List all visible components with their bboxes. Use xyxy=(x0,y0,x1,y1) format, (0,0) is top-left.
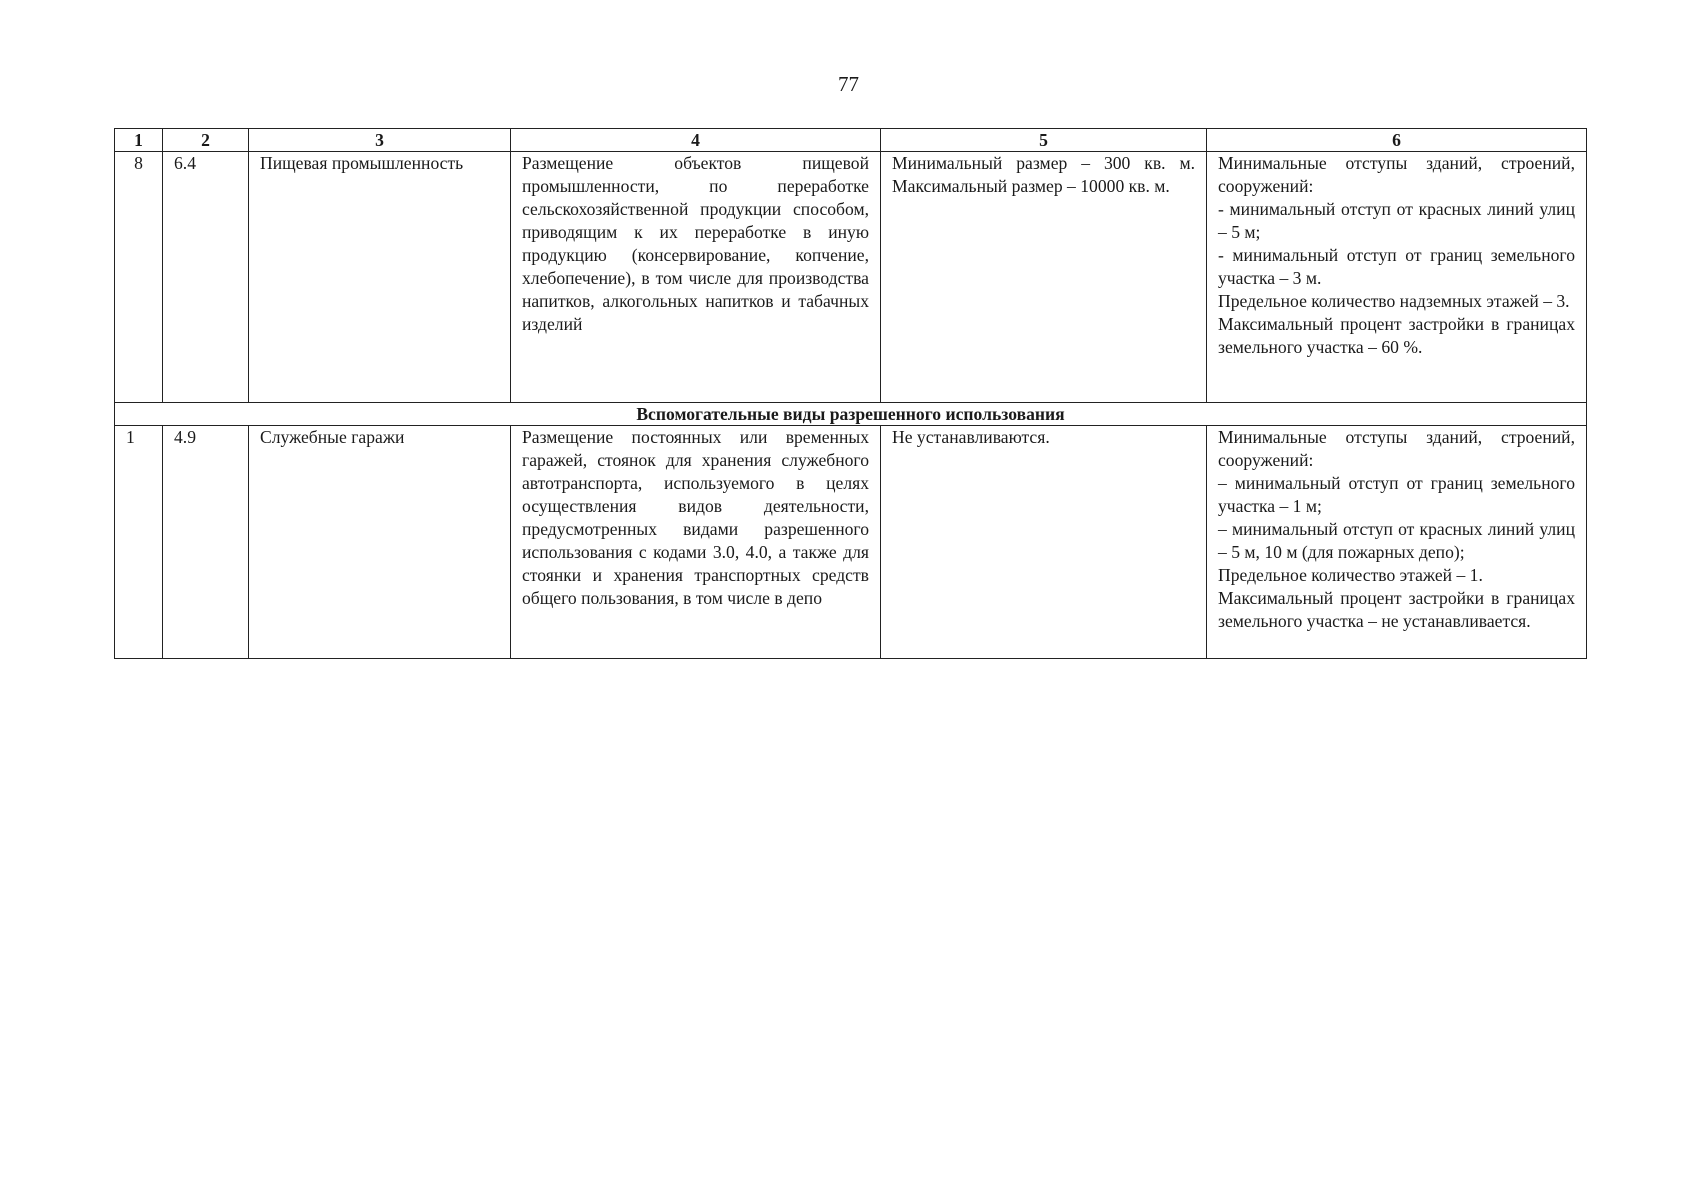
row-params xyxy=(1207,152,1587,403)
param-line: – минимальный отступ от границ земельного участка – 1 м; xyxy=(1218,473,1575,516)
header-row xyxy=(115,129,1587,152)
param-line: Предельное количество надземных этажей – 3. xyxy=(1218,291,1570,311)
section-header-row xyxy=(115,403,1587,426)
param-line: - минимальный отступ от красных линий улиц – 5 м; xyxy=(1218,199,1575,242)
row-size: Не устанавливаются. xyxy=(881,426,1207,659)
header-col-1: 1 xyxy=(115,129,163,152)
header-col-2: 2 xyxy=(163,129,249,152)
param-line: Предельное количество этажей – 1. xyxy=(1218,565,1483,585)
row-number: 8 xyxy=(115,152,163,403)
row-code: 4.9 xyxy=(163,426,249,659)
row-params xyxy=(1207,426,1587,659)
header-col-4: 4 xyxy=(511,129,881,152)
row-size: Минимальный размер – 300 кв. м. Максимальный размер – 10000 кв. м. xyxy=(881,152,1207,403)
param-line: Минимальные отступы зданий, строений, сооружений: xyxy=(1218,427,1575,470)
row-name: Пищевая промышленность xyxy=(249,152,511,403)
param-line: Минимальные отступы зданий, строений, сооружений: xyxy=(1218,153,1575,196)
param-line: – минимальный отступ от красных линий улиц – 5 м, 10 м (для пожарных депо); xyxy=(1218,519,1575,562)
param-line: - минимальный отступ от границ земельного участка – 3 м. xyxy=(1218,245,1575,288)
table-row xyxy=(115,426,1587,659)
page-number: 77 xyxy=(838,72,859,96)
zoning-table xyxy=(114,128,1587,659)
param-line: Максимальный процент застройки в границах земельного участка – не устанавливается. xyxy=(1218,588,1575,631)
row-code: 6.4 xyxy=(163,152,249,403)
row-description: Размещение объектов пищевой промышленности, по переработке сельскохозяйственной продукции способом, приводящим к их переработке в иную продукцию (консервирование, копчение, хлебопечение), в том числе для производства напитков, алкогольных напитков и табачных изделий xyxy=(511,152,881,403)
row-description: Размещение постоянных или временных гаражей, стоянок для хранения служебного автотранспорта, используемого в целях осуществления видов деятельности, предусмотренных видами разрешенного использования с кодами 3.0, 4.0, а также для стоянки и хранения транспортных средств общего пользования, в том числе в депо xyxy=(511,426,881,659)
table-row xyxy=(115,152,1587,403)
header-col-3: 3 xyxy=(249,129,511,152)
header-col-5: 5 xyxy=(881,129,1207,152)
header-col-6: 6 xyxy=(1207,129,1587,152)
section-title: Вспомогательные виды разрешенного использования xyxy=(115,403,1587,426)
row-name: Служебные гаражи xyxy=(249,426,511,659)
param-line: Максимальный процент застройки в границах земельного участка – 60 %. xyxy=(1218,314,1575,357)
row-number: 1 xyxy=(115,426,163,659)
